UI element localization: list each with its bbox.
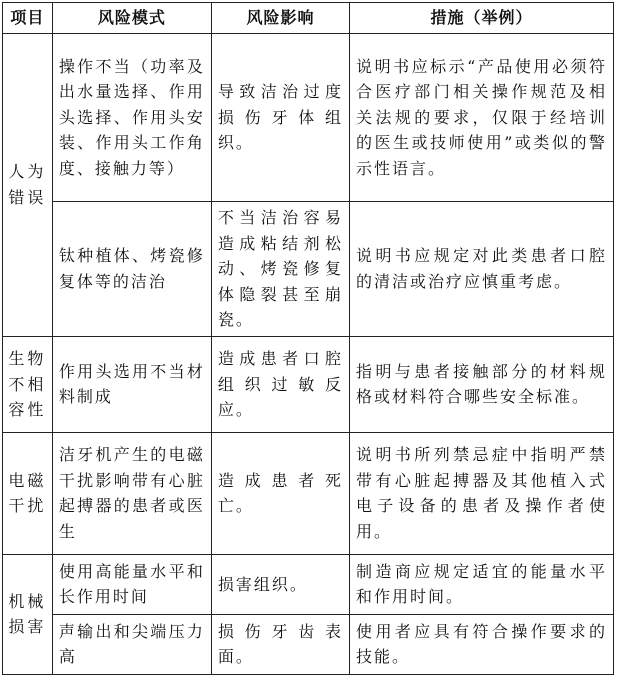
header-risk-effect: 风险影响 [211,3,349,34]
measure-cell: 使用者应具有符合操作要求的技能。 [350,614,614,674]
category-biocompatibility: 生物不相容性 [3,336,53,432]
risk-mode-cell: 使用高能量水平和长作用时间 [52,554,211,614]
risk-effect-cell: 不当洁治容易造成粘结剂松动、烤瓷修复体隐裂甚至崩瓷。 [211,202,349,337]
header-row [3,3,614,34]
risk-effect-cell: 损害组织。 [211,554,349,614]
header-item: 项目 [3,3,53,34]
risk-table [2,2,614,675]
risk-effect-cell: 造成患者死亡。 [211,432,349,554]
risk-effect-cell: 造成患者口腔组织过敏反应。 [211,336,349,432]
risk-mode-cell: 钛种植体、烤瓷修复体等的洁治 [52,202,211,337]
risk-mode-cell: 操作不当（功率及出水量选择、作用头选择、作用头安装、作用头工作角度、接触力等） [52,34,211,202]
category-human-error: 人为错误 [3,34,53,337]
measure-cell: 说明书应规定对此类患者口腔的清洁或治疗应慎重考虑。 [350,202,614,337]
header-risk-mode: 风险模式 [52,3,211,34]
risk-effect-cell: 导致洁治过度损伤牙体组织。 [211,34,349,202]
risk-mode-cell: 声输出和尖端压力高 [52,614,211,674]
table-row [3,432,614,554]
header-measures: 措施（举例） [350,3,614,34]
table-row [3,34,614,202]
measure-cell: 说明书应标示“产品使用必须符合医疗部门相关操作规范及相关法规的要求，仅限于经培训的医生或技师使用”或类似的警示性语言。 [350,34,614,202]
risk-mode-cell: 作用头选用不当材料制成 [52,336,211,432]
measure-cell: 说明书所列禁忌症中指明严禁带有心脏起搏器及其他植入式电子设备的患者及操作者使用。 [350,432,614,554]
risk-effect-cell: 损伤牙齿表面。 [211,614,349,674]
table-row [3,202,614,337]
category-mechanical: 机械损害 [3,554,53,674]
measure-cell: 指明与患者接触部分的材料规格或材料符合哪些安全标准。 [350,336,614,432]
table-row [3,614,614,674]
measure-cell: 制造商应规定适宜的能量水平和作用时间。 [350,554,614,614]
category-emi: 电磁干扰 [3,432,53,554]
table-row [3,336,614,432]
risk-mode-cell: 洁牙机产生的电磁干扰影响带有心脏起搏器的患者或医生 [52,432,211,554]
table-row [3,554,614,614]
